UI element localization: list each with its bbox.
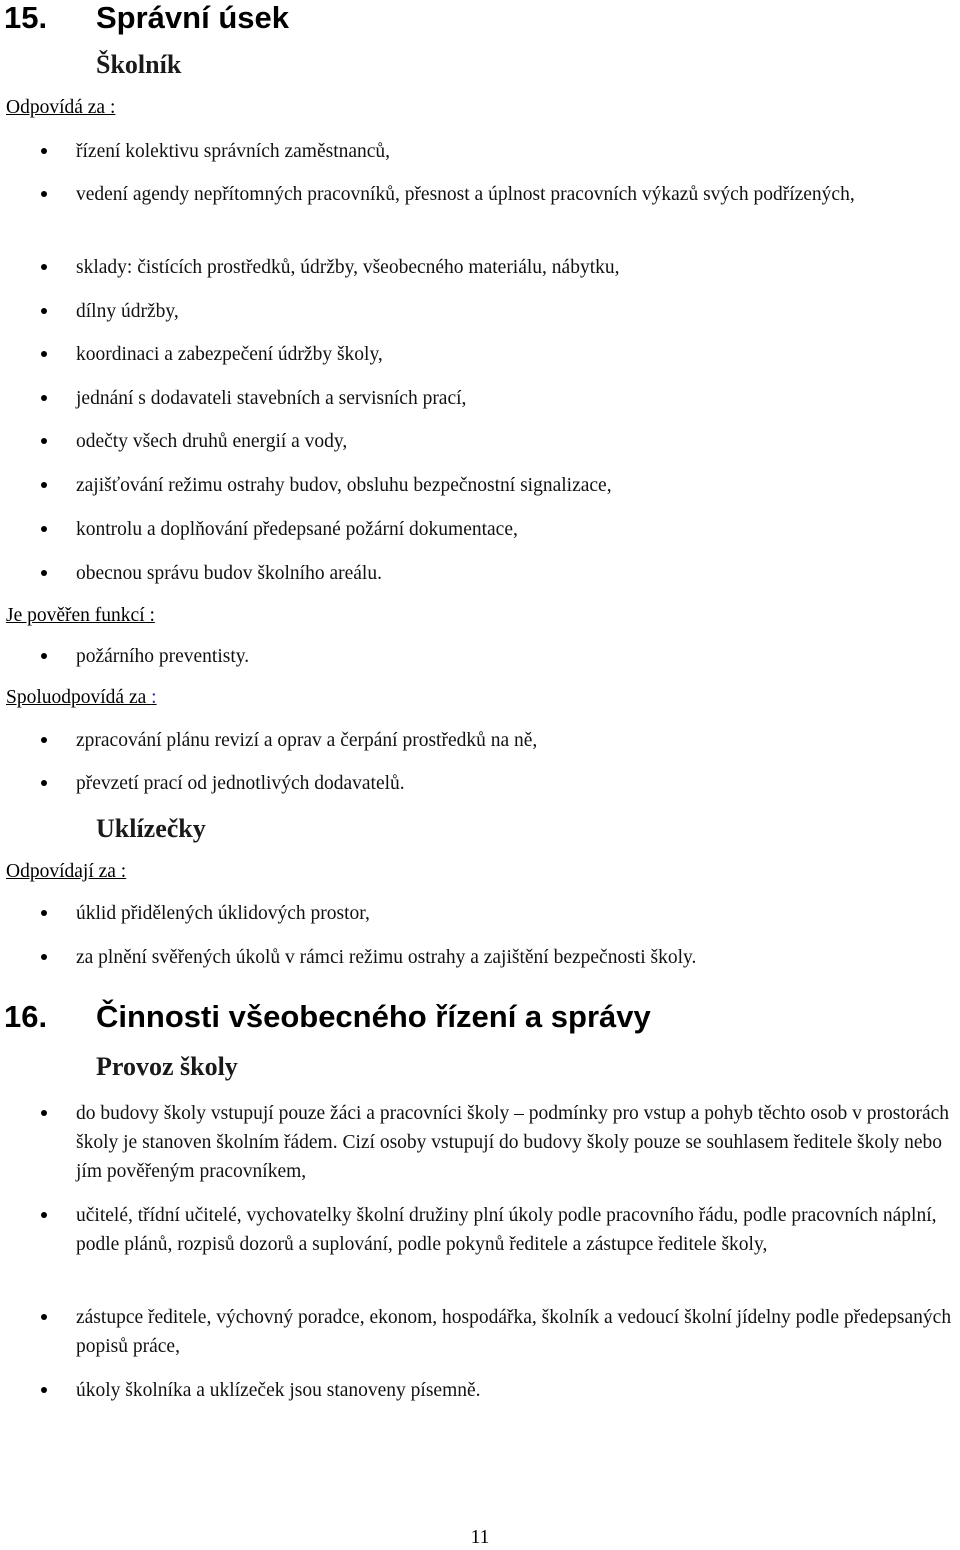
- list-item: úklid přidělených úklidových prostor,: [76, 899, 960, 928]
- page-number: 11: [470, 1527, 490, 1548]
- list-item: za plnění svěřených úkolů v rámci režimu ostrahy a zajištění bezpečnosti školy.: [76, 943, 960, 972]
- chapter-title: Činnosti všeobecného řízení a správy: [96, 999, 651, 1034]
- label-spoluodpovida-colon: :: [151, 687, 157, 708]
- list-item: zpracování plánu revizí a oprav a čerpání prostředků na ně,: [76, 726, 960, 755]
- list-item: obecnou správu budov školního areálu.: [76, 559, 960, 588]
- list-item: sklady: čistících prostředků, údržby, všeobecného materiálu, nábytku,: [76, 253, 960, 282]
- list-item: zajišťování režimu ostrahy budov, obsluhu bezpečnostní signalizace,: [76, 471, 960, 500]
- label-spoluodpovida: [6, 686, 157, 710]
- subsection-skolnik-title: Školník: [96, 50, 182, 79]
- list-item: do budovy školy vstupují pouze žáci a pracovníci školy – podmínky pro vstup a pohyb těchto osob v prostorách školy je stanoven školním řádem. Cizí osoby vstupují do budovy školy pouze se souhlasem ředitele školy nebo jím pověřeným pracovníkem,: [76, 1099, 960, 1186]
- chapter-number: 16.: [4, 999, 48, 1034]
- list-item: učitelé, třídní učitelé, vychovatelky školní družiny plní úkoly podle pracovního řádu, podle pracovních náplní, podle plánů, rozpisů dozorů a suplování, podle pokynů ředitele a zástupce ředitele školy,: [76, 1201, 960, 1259]
- list-item: odečty všech druhů energií a vody,: [76, 427, 960, 456]
- chapter-number: 15.: [4, 0, 48, 35]
- chapter-16-heading: [4, 999, 651, 1035]
- label-poveren: Je pověřen funkcí :: [6, 605, 155, 626]
- list-item: dílny údržby,: [76, 297, 960, 326]
- list-item: řízení kolektivu správních zaměstnanců,: [76, 137, 960, 166]
- chapter-title: Správní úsek: [96, 0, 289, 35]
- list-item: úkoly školníka a uklízeček jsou stanoveny písemně.: [76, 1376, 960, 1405]
- subsection-uklizecky-title: Uklízečky: [96, 814, 206, 843]
- subsection-provoz-title: Provoz školy: [96, 1052, 238, 1081]
- list-item: kontrolu a doplňování předepsané požární dokumentace,: [76, 515, 960, 544]
- label-spoluodpovida-text: Spoluodpovídá za: [6, 687, 152, 708]
- list-item: jednání s dodavateli stavebních a servisních prací,: [76, 384, 960, 413]
- list-item: koordinaci a zabezpečení údržby školy,: [76, 340, 960, 369]
- list-item: požárního preventisty.: [76, 642, 960, 671]
- list-item: zástupce ředitele, výchovný poradce, ekonom, hospodářka, školník a vedoucí školní jídelny podle předepsaných popisů práce,: [76, 1303, 960, 1361]
- chapter-15-heading: [4, 0, 289, 36]
- list-item: vedení agendy nepřítomných pracovníků, přesnost a úplnost pracovních výkazů svých podřízených,: [76, 180, 960, 209]
- label-odpovidaji: Odpovídají za :: [6, 861, 127, 882]
- list-item: převzetí prací od jednotlivých dodavatelů.: [76, 769, 960, 798]
- label-odpovida: Odpovídá za :: [6, 97, 116, 118]
